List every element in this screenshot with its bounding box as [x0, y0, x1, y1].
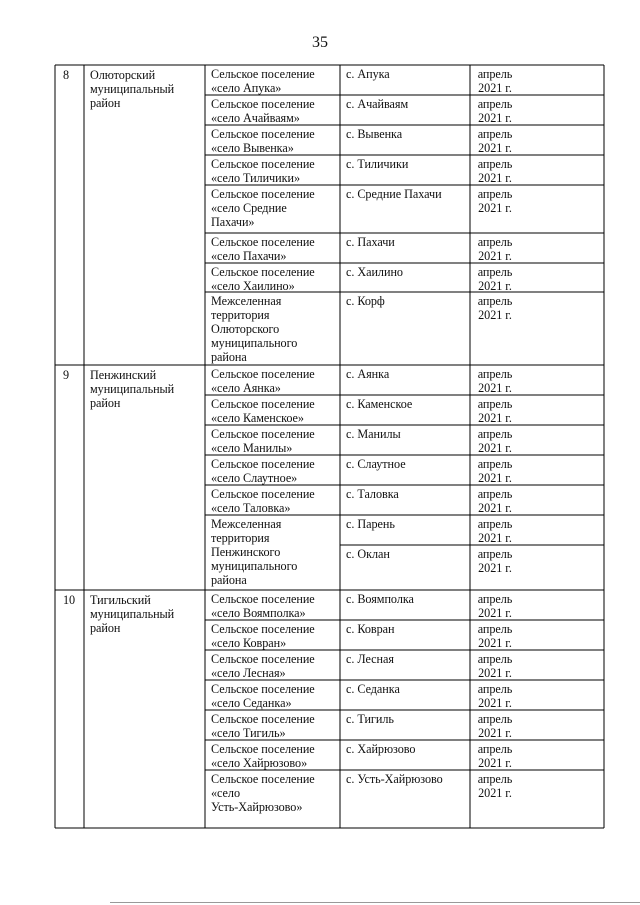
date-cell: апрель	[477, 97, 513, 111]
settlement-name: «село Таловка»	[211, 501, 291, 515]
date-cell: 2021 г.	[478, 279, 512, 293]
date-cell: апрель	[477, 772, 513, 786]
row-number: 8	[63, 68, 70, 82]
date-cell: апрель	[477, 157, 513, 171]
settlement-name: территория	[211, 308, 270, 322]
date-cell: апрель	[477, 367, 513, 381]
date-cell: апрель	[477, 742, 513, 756]
date-cell: 2021 г.	[478, 441, 512, 455]
settlement-name: Сельское поселение	[211, 265, 315, 279]
district-name: район	[90, 621, 121, 635]
date-cell: 2021 г.	[478, 171, 512, 185]
village-name: с. Манилы	[346, 427, 401, 441]
date-cell: апрель	[477, 592, 513, 606]
village-name: с. Хайрюзово	[346, 742, 416, 756]
date-cell: 2021 г.	[478, 249, 512, 263]
row-number: 9	[63, 368, 70, 382]
date-cell: апрель	[477, 622, 513, 636]
settlement-name: «село Тигиль»	[211, 726, 286, 740]
settlement-name: Сельское поселение	[211, 622, 315, 636]
date-cell: 2021 г.	[478, 786, 512, 800]
village-name: с. Корф	[346, 294, 385, 308]
date-cell: 2021 г.	[478, 471, 512, 485]
village-name: с. Средние Пахачи	[346, 187, 442, 201]
date-cell: 2021 г.	[478, 636, 512, 650]
date-cell: 2021 г.	[478, 201, 512, 215]
date-cell: 2021 г.	[478, 696, 512, 710]
settlement-name: территория	[211, 531, 270, 545]
date-cell: апрель	[477, 547, 513, 561]
settlement-name: «село Аянка»	[211, 381, 281, 395]
village-name: с. Лесная	[346, 652, 394, 666]
date-cell: апрель	[477, 235, 513, 249]
village-name: с. Хаилино	[346, 265, 403, 279]
settlement-name: Сельское поселение	[211, 97, 315, 111]
settlement-name: Пахачи»	[211, 215, 255, 229]
settlement-name: Сельское поселение	[211, 712, 315, 726]
settlement-name: Сельское поселение	[211, 427, 315, 441]
settlement-name: Сельское поселение	[211, 457, 315, 471]
village-name: с. Таловка	[346, 487, 399, 501]
settlement-name: Пенжинского	[211, 545, 281, 559]
date-cell: 2021 г.	[478, 561, 512, 575]
settlement-name: Сельское поселение	[211, 652, 315, 666]
date-cell: апрель	[477, 517, 513, 531]
date-cell: апрель	[477, 427, 513, 441]
settlement-name: Сельское поселение	[211, 682, 315, 696]
settlement-name: «село	[211, 786, 240, 800]
settlement-name: «село Ковран»	[211, 636, 287, 650]
date-cell: 2021 г.	[478, 308, 512, 322]
settlement-name: Межселенная	[211, 517, 282, 531]
settlement-name: Сельское поселение	[211, 772, 315, 786]
village-name: с. Тигиль	[346, 712, 394, 726]
district-name: район	[90, 96, 121, 110]
settlement-name: Сельское поселение	[211, 67, 315, 81]
village-name: с. Тиличики	[346, 157, 409, 171]
date-cell: апрель	[477, 397, 513, 411]
village-name: с. Вывенка	[346, 127, 403, 141]
date-cell: апрель	[477, 652, 513, 666]
date-cell: 2021 г.	[478, 726, 512, 740]
village-name: с. Апука	[346, 67, 390, 81]
village-name: с. Каменское	[346, 397, 413, 411]
settlement-name: «село Слаутное»	[211, 471, 298, 485]
date-cell: апрель	[477, 187, 513, 201]
date-cell: 2021 г.	[478, 111, 512, 125]
date-cell: 2021 г.	[478, 411, 512, 425]
date-cell: апрель	[477, 265, 513, 279]
date-cell: апрель	[477, 457, 513, 471]
settlement-name: муниципального	[211, 559, 298, 573]
district-name: Пенжинский	[90, 368, 157, 382]
date-cell: апрель	[477, 487, 513, 501]
date-cell: апрель	[477, 682, 513, 696]
settlement-name: «село Хаилино»	[211, 279, 295, 293]
settlement-name: района	[211, 573, 247, 587]
village-name: с. Парень	[346, 517, 395, 531]
district-name: район	[90, 396, 121, 410]
settlement-name: «село Хайрюзово»	[211, 756, 308, 770]
settlement-name: «село Средние	[211, 201, 287, 215]
settlement-name: «село Ачайваям»	[211, 111, 300, 125]
district-name: муниципальный	[90, 382, 175, 396]
date-cell: апрель	[477, 712, 513, 726]
settlement-name: «село Пахачи»	[211, 249, 287, 263]
district-name: Олюторский	[90, 68, 156, 82]
village-name: с. Ковран	[346, 622, 395, 636]
row-number: 10	[63, 593, 76, 607]
settlement-name: Сельское поселение	[211, 157, 315, 171]
date-cell: 2021 г.	[478, 81, 512, 95]
date-cell: апрель	[477, 294, 513, 308]
settlement-name: Усть-Хайрюзово»	[211, 800, 303, 814]
settlement-name: «село Апука»	[211, 81, 282, 95]
settlement-name: Сельское поселение	[211, 127, 315, 141]
date-cell: 2021 г.	[478, 141, 512, 155]
village-name: с. Пахачи	[346, 235, 395, 249]
date-cell: апрель	[477, 67, 513, 81]
settlement-name: «село Каменское»	[211, 411, 304, 425]
page-number: 35	[312, 34, 328, 51]
village-name: с. Аянка	[346, 367, 390, 381]
date-cell: 2021 г.	[478, 501, 512, 515]
date-cell: 2021 г.	[478, 606, 512, 620]
settlement-name: «село Воямполка»	[211, 606, 306, 620]
village-name: с. Оклан	[346, 547, 390, 561]
settlement-name: «село Лесная»	[211, 666, 286, 680]
settlement-name: Сельское поселение	[211, 367, 315, 381]
date-cell: 2021 г.	[478, 531, 512, 545]
date-cell: 2021 г.	[478, 666, 512, 680]
settlement-name: «село Седанка»	[211, 696, 292, 710]
date-cell: апрель	[477, 127, 513, 141]
district-name: Тигильский	[90, 593, 151, 607]
settlement-name: «село Тиличики»	[211, 171, 300, 185]
settlement-name: Межселенная	[211, 294, 282, 308]
village-name: с. Седанка	[346, 682, 400, 696]
settlement-name: района	[211, 350, 247, 364]
settlement-name: Сельское поселение	[211, 742, 315, 756]
village-name: с. Воямполка	[346, 592, 414, 606]
date-cell: 2021 г.	[478, 756, 512, 770]
village-name: с. Усть-Хайрюзово	[346, 772, 443, 786]
settlement-name: «село Манилы»	[211, 441, 293, 455]
village-name: с. Слаутное	[346, 457, 406, 471]
district-name: муниципальный	[90, 82, 175, 96]
settlement-name: Сельское поселение	[211, 235, 315, 249]
scan-edge-line	[110, 902, 640, 903]
village-name: с. Ачайваям	[346, 97, 409, 111]
settlement-name: Сельское поселение	[211, 592, 315, 606]
district-name: муниципальный	[90, 607, 175, 621]
settlement-name: Сельское поселение	[211, 397, 315, 411]
settlement-name: муниципального	[211, 336, 298, 350]
settlement-name: Сельское поселение	[211, 487, 315, 501]
settlement-name: Олюторского	[211, 322, 280, 336]
date-cell: 2021 г.	[478, 381, 512, 395]
settlement-name: Сельское поселение	[211, 187, 315, 201]
settlement-name: «село Вывенка»	[211, 141, 294, 155]
